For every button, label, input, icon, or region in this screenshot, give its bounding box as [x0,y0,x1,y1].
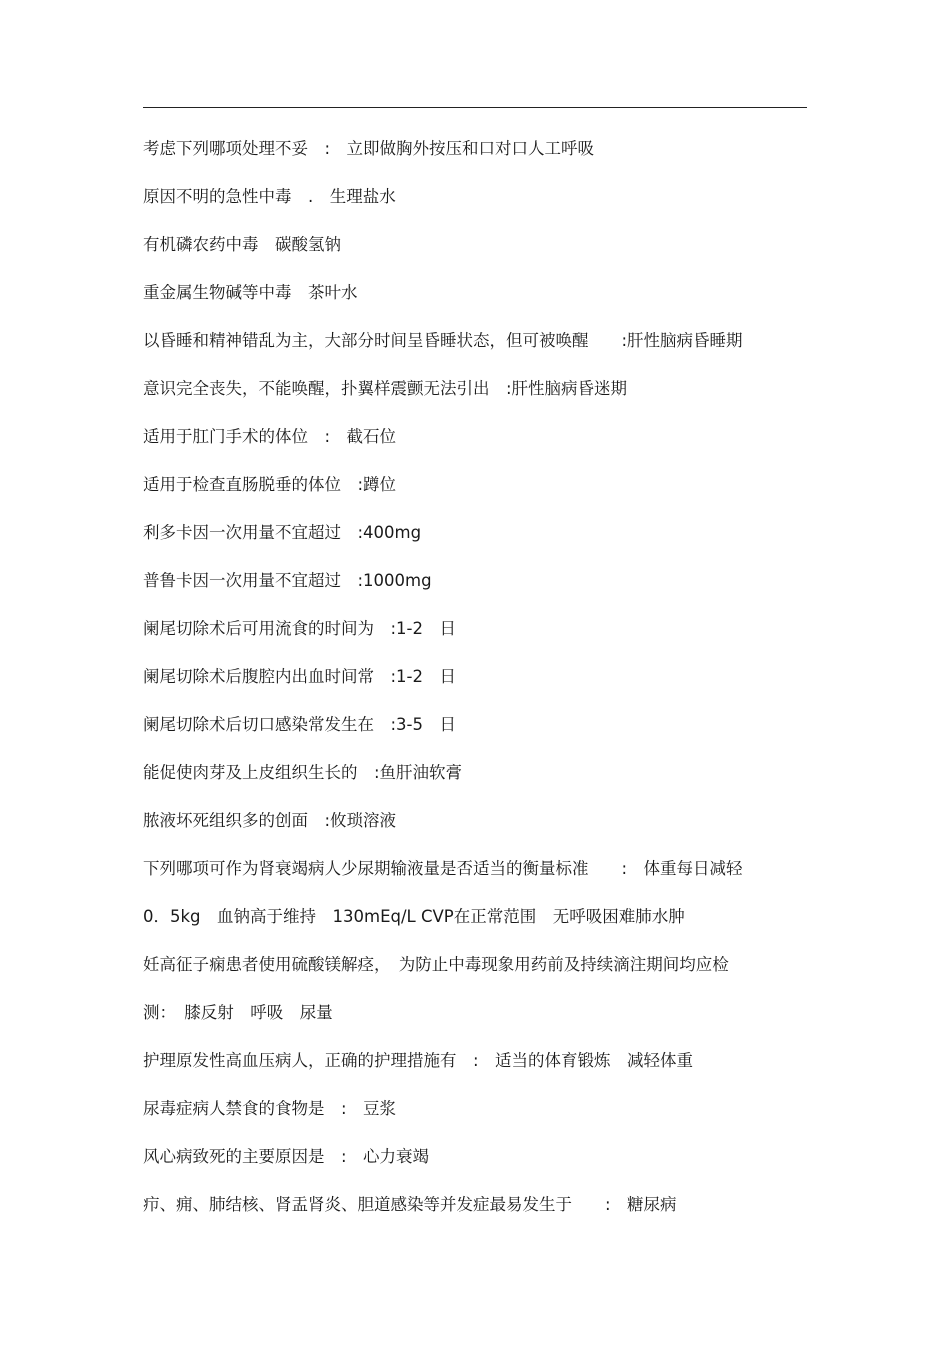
text-line: 测： 膝反射 呼吸 尿量 [143,1003,333,1022]
text-line: 脓液坏死组织多的创面 :攸琐溶液 [143,811,397,830]
text-line: 阑尾切除术后可用流食的时间为 :1-2 日 [143,619,457,638]
text-line: 适用于肛门手术的体位 : 截石位 [143,427,397,446]
text-line: 普鲁卡因一次用量不宜超过 :1000mg [143,571,432,590]
text-line: 下列哪项可作为肾衰竭病人少尿期输液量是否适当的衡量标准 : 体重每日减轻 [143,859,743,878]
text-line: 有机磷农药中毒 碳酸氢钠 [143,235,341,254]
text-line: 疖、痈、肺结核、肾盂肾炎、胆道感染等并发症最易发生于 : 糖尿病 [143,1195,677,1214]
text-line: 0．5kg 血钠高于维持 130mEq/L CVP在正常范围 无呼吸困难肺水肿 [143,907,685,926]
text-line: 考虑下列哪项处理不妥 : 立即做胸外按压和口对口人工呼吸 [143,139,595,158]
text-line: 重金属生物碱等中毒 茶叶水 [143,283,358,302]
text-line: 意识完全丧失，不能唤醒，扑翼样震颤无法引出 :肝性脑病昏迷期 [143,379,628,398]
text-line: 风心病致死的主要原因是 : 心力衰竭 [143,1147,430,1166]
text-line: 适用于检查直肠脱垂的体位 :蹲位 [143,475,397,494]
text-line: 阑尾切除术后腹腔内出血时间常 :1-2 日 [143,667,457,686]
text-line: 护理原发性高血压病人，正确的护理措施有 : 适当的体育锻炼 减轻体重 [143,1051,694,1070]
text-line: 原因不明的急性中毒 . 生理盐水 [143,187,396,206]
text-line: 利多卡因一次用量不宜超过 :400mg [143,523,422,542]
text-line: 尿毒症病人禁食的食物是 : 豆浆 [143,1099,397,1118]
text-body [143,133,807,1237]
text-line: 阑尾切除术后切口感染常发生在 :3-5 日 [143,715,457,734]
text-line: 以昏睡和精神错乱为主，大部分时间呈昏睡状态，但可被唤醒 :肝性脑病昏睡期 [143,331,743,350]
header-rule [143,107,807,108]
text-line: 妊高征子痫患者使用硫酸镁解痉， 为防止中毒现象用药前及持续滴注期间均应检 [143,955,729,974]
text-line: 能促使肉芽及上皮组织生长的 :鱼肝油软膏 [143,763,463,782]
